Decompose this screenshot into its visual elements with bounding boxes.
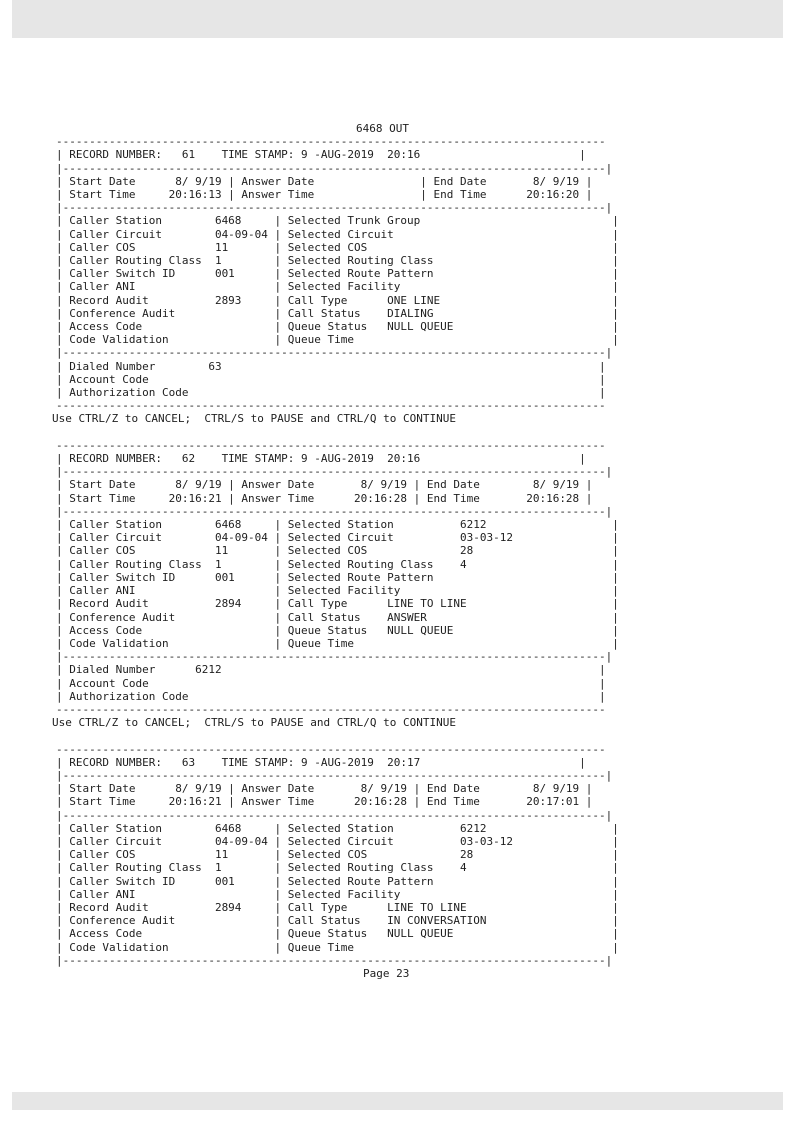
- detail-row: | Caller Switch ID 001 | Selected Route Pattern |: [56, 874, 619, 888]
- detail-row: | Caller Station 6468 | Selected Station 6212 |: [56, 518, 619, 532]
- dates-row-start-time: | Start Time 20:16:21 | Answer Time 20:16:28 | End Time 20:16:28 |: [56, 491, 593, 505]
- dialed-row: | Dialed Number 6212 |: [56, 663, 606, 677]
- detail-row: | Caller COS 11 | Selected COS 28 |: [56, 848, 619, 862]
- detail-row: | Record Audit 2894 | Call Type LINE TO LINE |: [56, 900, 619, 914]
- detail-row: | Record Audit 2893 | Call Type ONE LINE |: [56, 293, 619, 307]
- dialed-row: | Dialed Number 63 |: [56, 359, 606, 373]
- detail-row: | Code Validation | Queue Time |: [56, 940, 619, 954]
- record-63: [56, 756, 619, 967]
- dates-row-start-time: | Start Time 20:16:13 | Answer Time | End Time 20:16:20 |: [56, 188, 593, 202]
- detail-row: | Conference Audit | Call Status IN CONVERSATION |: [56, 914, 619, 928]
- separator: |----------------------------------------------------------------------------------|: [56, 346, 613, 360]
- record-header: | RECORD NUMBER: 62 TIME STAMP: 9 -AUG-2019 20:16 |: [56, 452, 586, 466]
- separator: |----------------------------------------------------------------------------------|: [56, 465, 613, 479]
- separator: |----------------------------------------------------------------------------------|: [56, 161, 613, 175]
- detail-row: | Code Validation | Queue Time |: [56, 636, 619, 650]
- detail-row: | Caller ANI | Selected Facility |: [56, 887, 619, 901]
- separator: -----------------------------------------------------------------------------------: [56, 742, 606, 756]
- control-notice: Use CTRL/Z to CANCEL; CTRL/S to PAUSE and CTRL/Q to CONTINUE: [52, 412, 456, 426]
- call-record-printout: [52, 122, 619, 980]
- detail-row: | Code Validation | Queue Time |: [56, 333, 619, 347]
- record-header: | RECORD NUMBER: 63 TIME STAMP: 9 -AUG-2019 20:17 |: [56, 755, 586, 769]
- page-number: Page 23: [363, 966, 410, 980]
- detail-row: | Caller Switch ID 001 | Selected Route Pattern |: [56, 570, 619, 584]
- dialed-row: | Authorization Code |: [56, 689, 606, 703]
- scan-top-band: [12, 0, 783, 38]
- dialed-row: | Account Code |: [56, 372, 606, 386]
- dialed-row: | Authorization Code |: [56, 386, 606, 400]
- scan-bottom-band: [12, 1092, 783, 1110]
- separator: |----------------------------------------------------------------------------------|: [56, 201, 613, 215]
- detail-row: | Caller Circuit 04-09-04 | Selected Circuit 03-03-12 |: [56, 531, 619, 545]
- detail-row: | Caller Station 6468 | Selected Trunk Group |: [56, 214, 619, 228]
- detail-row: | Caller Routing Class 1 | Selected Routing Class 4 |: [56, 557, 619, 571]
- separator: |----------------------------------------------------------------------------------|: [56, 650, 613, 664]
- separator: |----------------------------------------------------------------------------------|: [56, 504, 613, 518]
- detail-row: | Caller Switch ID 001 | Selected Route Pattern |: [56, 267, 619, 281]
- detail-row: | Conference Audit | Call Status ANSWER |: [56, 610, 619, 624]
- detail-row: | Caller Circuit 04-09-04 | Selected Circuit |: [56, 227, 619, 241]
- record-header: | RECORD NUMBER: 61 TIME STAMP: 9 -AUG-2019 20:16 |: [56, 148, 586, 162]
- dates-row-start-time: | Start Time 20:16:21 | Answer Time 20:16:28 | End Time 20:17:01 |: [56, 795, 593, 809]
- detail-row: | Access Code | Queue Status NULL QUEUE |: [56, 927, 619, 941]
- detail-row: | Caller COS 11 | Selected COS 28 |: [56, 544, 619, 558]
- detail-row: | Caller Routing Class 1 | Selected Routing Class 4 |: [56, 861, 619, 875]
- dates-row-start-date: | Start Date 8/ 9/19 | Answer Date | End Date 8/ 9/19 |: [56, 174, 593, 188]
- detail-row: | Conference Audit | Call Status DIALING |: [56, 306, 619, 320]
- separator: -----------------------------------------------------------------------------------: [56, 399, 606, 413]
- record-61: [56, 148, 619, 412]
- detail-row: | Caller Station 6468 | Selected Station 6212 |: [56, 821, 619, 835]
- separator: |----------------------------------------------------------------------------------|: [56, 808, 613, 822]
- detail-row: | Caller ANI | Selected Facility |: [56, 584, 619, 598]
- page-heading: 6468 OUT: [356, 122, 409, 135]
- detail-row: | Caller ANI | Selected Facility |: [56, 280, 619, 294]
- detail-row: | Caller Circuit 04-09-04 | Selected Circuit 03-03-12 |: [56, 834, 619, 848]
- separator: |----------------------------------------------------------------------------------|: [56, 953, 613, 967]
- control-notice: Use CTRL/Z to CANCEL; CTRL/S to PAUSE and CTRL/Q to CONTINUE: [52, 716, 456, 730]
- detail-row: | Caller COS 11 | Selected COS |: [56, 240, 619, 254]
- record-62: [56, 452, 619, 716]
- detail-row: | Caller Routing Class 1 | Selected Routing Class |: [56, 254, 619, 268]
- dialed-row: | Account Code |: [56, 676, 606, 690]
- separator: -----------------------------------------------------------------------------------: [56, 135, 606, 149]
- detail-row: | Record Audit 2894 | Call Type LINE TO LINE |: [56, 597, 619, 611]
- separator: -----------------------------------------------------------------------------------: [56, 438, 606, 452]
- dates-row-start-date: | Start Date 8/ 9/19 | Answer Date 8/ 9/19 | End Date 8/ 9/19 |: [56, 478, 593, 492]
- detail-row: | Access Code | Queue Status NULL QUEUE |: [56, 320, 619, 334]
- detail-row: | Access Code | Queue Status NULL QUEUE |: [56, 623, 619, 637]
- separator: -----------------------------------------------------------------------------------: [56, 702, 606, 716]
- separator: |----------------------------------------------------------------------------------|: [56, 768, 613, 782]
- dates-row-start-date: | Start Date 8/ 9/19 | Answer Date 8/ 9/19 | End Date 8/ 9/19 |: [56, 782, 593, 796]
